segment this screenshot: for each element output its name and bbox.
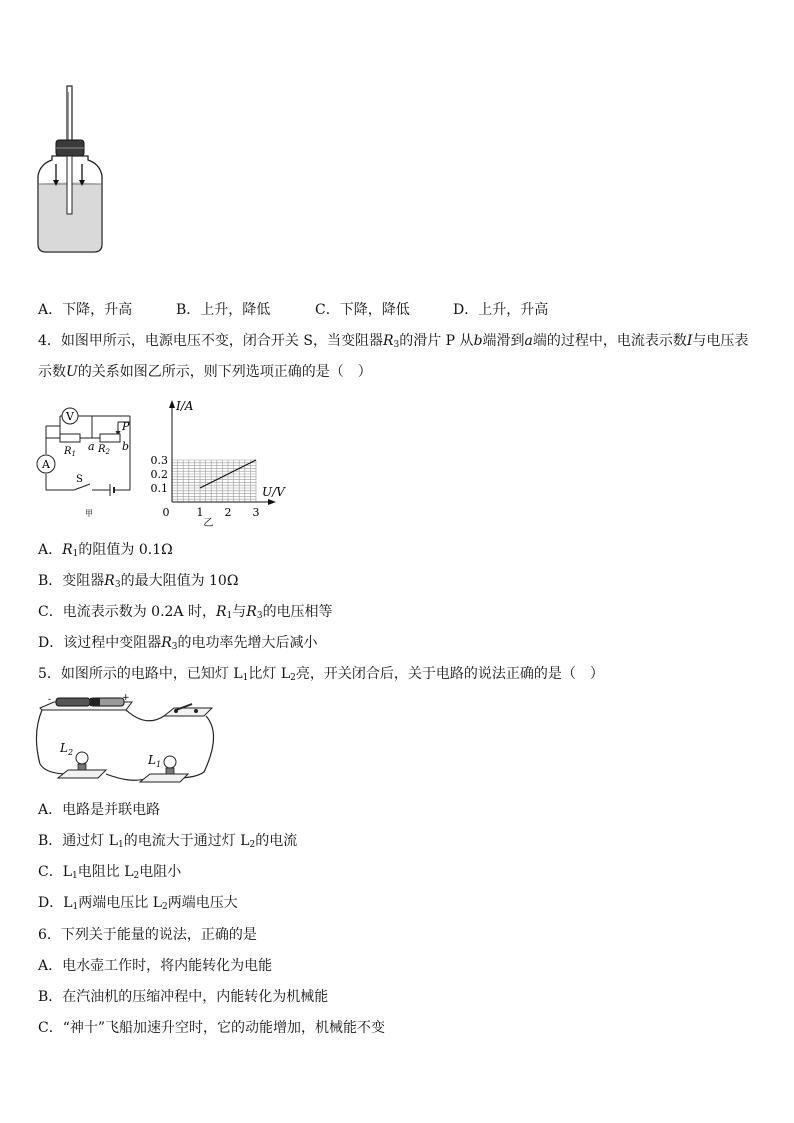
battery-minus: - xyxy=(48,695,52,705)
q4-option-a: A．$R_1$的阻值为 0.1Ω xyxy=(38,542,173,559)
q3-option-c: C．下降，降低 xyxy=(315,302,410,318)
q6-option-b: B．在汽油机的压缩冲程中，内能转化为机械能 xyxy=(38,989,329,1005)
q6-option-c: C．“神十”飞船加速升空时，它的动能增加，机械能不变 xyxy=(38,1020,386,1036)
y-tick-label: 0.2 xyxy=(150,468,168,481)
r1-label: $R_1$ xyxy=(64,446,76,458)
y-axis-arrow xyxy=(169,400,175,408)
y-tick-label: 0.3 xyxy=(150,454,168,467)
q3-option-a: A．下降，升高 xyxy=(38,302,133,318)
lamp-l1-label: $L_1$ xyxy=(148,753,162,769)
x-axis-arrow xyxy=(268,499,276,505)
q5-option-c: C．$L_1$电阻比 $L_2$电阻小 xyxy=(38,864,182,881)
origin-label: 0 xyxy=(162,506,170,519)
voltmeter-symbol: V xyxy=(66,410,74,423)
switch-s-label: S xyxy=(76,474,83,485)
q4-option-c: C．电流表示数为 0.2A 时，$R_1$与$R_3$的电压相等 xyxy=(38,604,333,621)
x-axis-label: U/V xyxy=(262,485,285,499)
figure-yi-caption: 乙 xyxy=(203,518,214,529)
q6-option-a: A．电水壶工作时，将内能转化为电能 xyxy=(38,958,273,974)
q3-option-b: B．上升，降低 xyxy=(176,302,271,318)
q4-iu-graph xyxy=(150,394,290,529)
lamp-l2-label: $L_2$ xyxy=(60,741,74,757)
q6-stem: 6．下列关于能量的说法，正确的是 xyxy=(38,927,257,943)
y-tick-label: 0.1 xyxy=(150,482,168,495)
terminal-b-label: b xyxy=(122,440,130,453)
r2-label: $R_2$ xyxy=(98,444,110,456)
x-tick-label: 2 xyxy=(224,506,232,519)
q3-option-d: D．上升，升高 xyxy=(453,302,549,318)
q4-circuit-figure xyxy=(34,402,144,520)
q5-option-a: A．电路是并联电路 xyxy=(38,802,161,818)
ammeter-symbol: A xyxy=(42,458,50,471)
q5-stem: 5．如图所示的电路中，已知灯 $L_1$比灯 $L_2$亮，开关闭合后，关于电路的说法正确的是（ ） xyxy=(38,666,604,683)
q5-option-d: D．$L_1$两端电压比 $L_2$两端电压大 xyxy=(38,895,238,912)
figure-jia-caption: 甲 xyxy=(85,509,93,518)
slider-p-label: P xyxy=(122,420,130,433)
battery-plus: + xyxy=(122,693,130,703)
y-axis-label: I/A xyxy=(176,399,194,413)
q4-stem-line2: 示数U的关系如图乙所示，则下列选项正确的是（ ） xyxy=(38,364,372,380)
bottle-figure xyxy=(30,84,110,259)
terminal-a-label: a xyxy=(88,440,95,453)
q4-option-b: B．变阻器$R_3$的最大阻值为 10Ω xyxy=(38,573,239,590)
q5-option-b: B．通过灯 $L_1$的电流大于通过灯 $L_2$的电流 xyxy=(38,833,298,850)
x-tick-label: 3 xyxy=(252,506,260,519)
q4-stem-line1: 4．如图甲所示，电源电压不变，闭合开关 S，当变阻器$R_3$的滑片 P 从b端滑到a端的过程中，电流表示数I与电压表 xyxy=(38,333,749,350)
q4-option-d: D．该过程中变阻器$R_3$的电功率先增大后减小 xyxy=(38,635,318,652)
x-tick-label: 1 xyxy=(196,506,204,519)
q5-circuit-figure xyxy=(36,694,214,786)
